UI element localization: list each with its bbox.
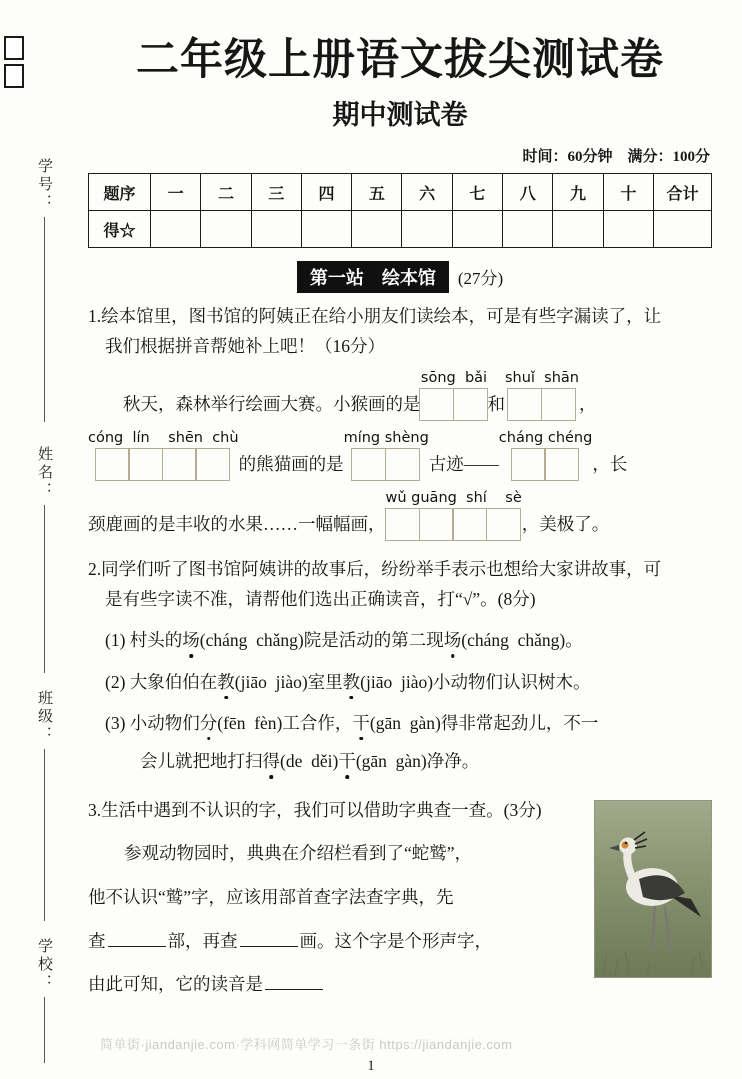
class-label: 班级： bbox=[36, 690, 52, 744]
answer-box[interactable] bbox=[419, 388, 454, 421]
paper-content bbox=[88, 0, 712, 1004]
sentence-text: 和 bbox=[487, 393, 505, 414]
answer-box[interactable] bbox=[385, 448, 420, 481]
answer-blank[interactable] bbox=[240, 928, 298, 946]
sentence-text: ，美极了。 bbox=[521, 513, 610, 534]
score-cell[interactable] bbox=[452, 211, 502, 248]
text-segment: (3) 小动物们 bbox=[105, 713, 200, 734]
answer-boxes[interactable] bbox=[421, 388, 488, 421]
time-score-info: 时间：60分钟 满分：100分 bbox=[522, 149, 710, 165]
score-header-cell: 八 bbox=[503, 174, 553, 211]
q3-para-line2: 他不认识“鹫”字，应该用部首查字法查字典，先 bbox=[88, 887, 454, 907]
text-segment: 会儿就把地打扫 bbox=[140, 751, 263, 772]
pinyin-label: shuǐ shān bbox=[505, 369, 580, 386]
student-name-field bbox=[34, 446, 55, 673]
binding-margin bbox=[0, 0, 84, 1079]
score-cell[interactable] bbox=[151, 211, 201, 248]
text-segment: (cháng chǎng)院是活动的第二现 bbox=[199, 630, 444, 651]
dotted-character: 场 bbox=[182, 626, 200, 654]
dotted-character: 干 bbox=[352, 709, 370, 737]
pinyin-label: míng shèng bbox=[343, 429, 429, 446]
q2-item-1 bbox=[88, 626, 712, 654]
dotted-character: 得 bbox=[263, 747, 281, 775]
answer-boxes[interactable] bbox=[387, 508, 521, 541]
answer-box[interactable] bbox=[95, 448, 130, 481]
text-segment: (jiāo jiào)室里 bbox=[234, 671, 343, 692]
page-number: 1 bbox=[367, 1058, 375, 1074]
pinyin-answer-group-conglinshenchu bbox=[88, 430, 239, 481]
answer-boxes[interactable] bbox=[509, 388, 576, 421]
score-header-cell: 合计 bbox=[654, 174, 712, 211]
pinyin-answer-group-mingsheng bbox=[344, 430, 429, 481]
text-segment: (gān gàn)得非常起劲儿，不一 bbox=[369, 713, 599, 734]
dotted-character: 干 bbox=[338, 747, 356, 775]
class-field bbox=[34, 690, 55, 921]
q1-text-line1: 1.绘本馆里，图书馆的阿姨正在给小朋友们读绘本，可是有些字漏读了，让 bbox=[88, 306, 662, 326]
q2-item-3-line2 bbox=[88, 747, 712, 775]
score-cell[interactable] bbox=[654, 211, 712, 248]
score-header-cell: 五 bbox=[352, 174, 402, 211]
score-cell[interactable] bbox=[402, 211, 452, 248]
sentence-text: ， bbox=[579, 393, 597, 414]
q2-text-line2: 是有些字读不准，请帮他们选出正确读音，打“√”。(8分) bbox=[105, 589, 536, 610]
score-header-cell: 七 bbox=[452, 174, 502, 211]
answer-box[interactable] bbox=[385, 508, 420, 541]
student-id-label: 学号： bbox=[36, 158, 52, 212]
q3-para-line1: 参观动物园时，典典在介绍栏看到了“蛇鹫”， bbox=[124, 843, 473, 864]
q1-fill-line-2 bbox=[88, 430, 712, 481]
binding-box bbox=[4, 36, 24, 60]
score-cell[interactable] bbox=[503, 211, 553, 248]
score-header-cell: 一 bbox=[151, 174, 201, 211]
score-cell[interactable] bbox=[553, 211, 603, 248]
dotted-character: 场 bbox=[444, 626, 462, 654]
answer-box[interactable] bbox=[195, 448, 230, 481]
section-points: (27分) bbox=[457, 269, 504, 288]
class-blank-line[interactable] bbox=[44, 749, 45, 921]
text-segment: (fēn fèn)工合作， bbox=[217, 713, 353, 734]
secretary-bird-illustration bbox=[595, 801, 712, 978]
student-name-blank-line[interactable] bbox=[44, 505, 45, 673]
score-header-cell: 十 bbox=[603, 174, 653, 211]
school-label: 学校： bbox=[36, 938, 52, 992]
student-name-label: 姓名： bbox=[36, 446, 52, 500]
score-table-header-row bbox=[89, 174, 712, 211]
pinyin-label: wǔ guāng shí sè bbox=[385, 489, 522, 506]
pinyin-answer-group-songbai bbox=[421, 370, 488, 421]
answer-box[interactable] bbox=[541, 388, 576, 421]
pinyin-label: sōng bǎi bbox=[420, 369, 488, 386]
score-header-cell: 题序 bbox=[89, 174, 151, 211]
pinyin-label: cóng lín shēn chù bbox=[88, 429, 239, 446]
score-cell[interactable] bbox=[301, 211, 351, 248]
answer-box[interactable] bbox=[419, 508, 454, 541]
question-3 bbox=[88, 792, 712, 1004]
answer-box[interactable] bbox=[507, 388, 542, 421]
answer-boxes[interactable] bbox=[96, 448, 230, 481]
dotted-character: 教 bbox=[217, 668, 235, 696]
answer-boxes[interactable] bbox=[353, 448, 420, 481]
q2-item-2 bbox=[88, 668, 712, 696]
score-header-cell: 二 bbox=[201, 174, 251, 211]
text-segment: (jiāo jiào)小动物们认识树木。 bbox=[360, 671, 591, 692]
student-id-field bbox=[34, 158, 55, 422]
question-1 bbox=[88, 302, 712, 541]
sentence-text: ，长 bbox=[592, 453, 628, 474]
answer-box[interactable] bbox=[511, 448, 546, 481]
score-header-cell: 三 bbox=[251, 174, 301, 211]
q2-item-3-line1 bbox=[88, 709, 712, 737]
text-segment: 画。这个字是个形声字， bbox=[299, 930, 492, 951]
sentence-text: 古迹—— bbox=[428, 453, 499, 474]
q1-fill-line-1 bbox=[88, 370, 712, 421]
pinyin-answer-group-wuguangshise bbox=[386, 490, 522, 541]
q3-text-line1: 3.生活中遇到不认识的字，我们可以借助字典查一查。(3分) bbox=[88, 799, 542, 820]
score-cell[interactable] bbox=[352, 211, 402, 248]
q1-fill-line-3 bbox=[88, 490, 712, 541]
section-header bbox=[88, 261, 712, 293]
section-badge: 第一站 绘本馆 bbox=[297, 261, 449, 293]
text-segment: (1) 村头的 bbox=[105, 630, 183, 651]
bird-photo bbox=[594, 800, 712, 978]
text-segment: (gān gàn)净净。 bbox=[355, 751, 480, 772]
text-segment: (cháng chǎng)。 bbox=[461, 630, 583, 651]
text-segment: 查 bbox=[88, 930, 106, 951]
dotted-character: 教 bbox=[343, 668, 361, 696]
score-cell[interactable] bbox=[201, 211, 251, 248]
school-field bbox=[34, 938, 55, 1063]
answer-box[interactable] bbox=[128, 448, 163, 481]
pinyin-label: cháng chéng bbox=[498, 429, 593, 446]
sentence-text: 颈鹿画的是丰收的水果……一幅幅画， bbox=[88, 513, 386, 534]
score-row-label: 得☆ bbox=[89, 211, 151, 248]
answer-box[interactable] bbox=[453, 388, 488, 421]
answer-box[interactable] bbox=[544, 448, 579, 481]
text-segment: 由此可知，它的读音是 bbox=[88, 974, 263, 995]
dotted-character: 分 bbox=[200, 709, 218, 737]
pinyin-answer-group-changcheng bbox=[499, 430, 593, 481]
paper-title: 二年级上册语文拔尖测试卷 bbox=[136, 37, 664, 84]
sentence-text: 的熊猫画的是 bbox=[238, 453, 344, 474]
score-cell[interactable] bbox=[603, 211, 653, 248]
q2-text-line1: 2.同学们听了图书馆阿姨讲的故事后，纷纷举手表示也想给大家讲故事，可 bbox=[88, 558, 662, 579]
answer-box[interactable] bbox=[486, 508, 521, 541]
school-blank-line[interactable] bbox=[44, 997, 45, 1063]
score-header-cell: 四 bbox=[301, 174, 351, 211]
answer-box[interactable] bbox=[162, 448, 197, 481]
score-cell[interactable] bbox=[251, 211, 301, 248]
student-id-blank-line[interactable] bbox=[44, 217, 45, 422]
pinyin-answer-group-shuishan bbox=[505, 370, 579, 421]
q1-text-line2: 我们根据拼音帮她补上吧！（16分） bbox=[105, 336, 385, 357]
answer-blank[interactable] bbox=[108, 928, 166, 946]
binding-box bbox=[4, 64, 24, 88]
score-table bbox=[88, 173, 712, 248]
watermark-footer: 简单街·jiandanjie.com·学科网简单学习一条街 https://jiandanjie.com bbox=[100, 1037, 513, 1052]
paper-subtitle: 期中测试卷 bbox=[332, 100, 468, 130]
text-segment: (de děi) bbox=[280, 751, 339, 772]
text-segment: 部，再查 bbox=[167, 930, 238, 951]
score-header-cell: 九 bbox=[553, 174, 603, 211]
score-table-score-row bbox=[89, 211, 712, 248]
answer-boxes[interactable] bbox=[512, 448, 579, 481]
text-segment: (2) 大象伯伯在 bbox=[105, 671, 218, 692]
answer-box[interactable] bbox=[351, 448, 386, 481]
answer-blank[interactable] bbox=[265, 972, 323, 990]
answer-box[interactable] bbox=[452, 508, 487, 541]
question-2 bbox=[88, 555, 712, 776]
score-header-cell: 六 bbox=[402, 174, 452, 211]
sentence-text: 秋天，森林举行绘画大赛。小猴画的是 bbox=[123, 393, 421, 414]
